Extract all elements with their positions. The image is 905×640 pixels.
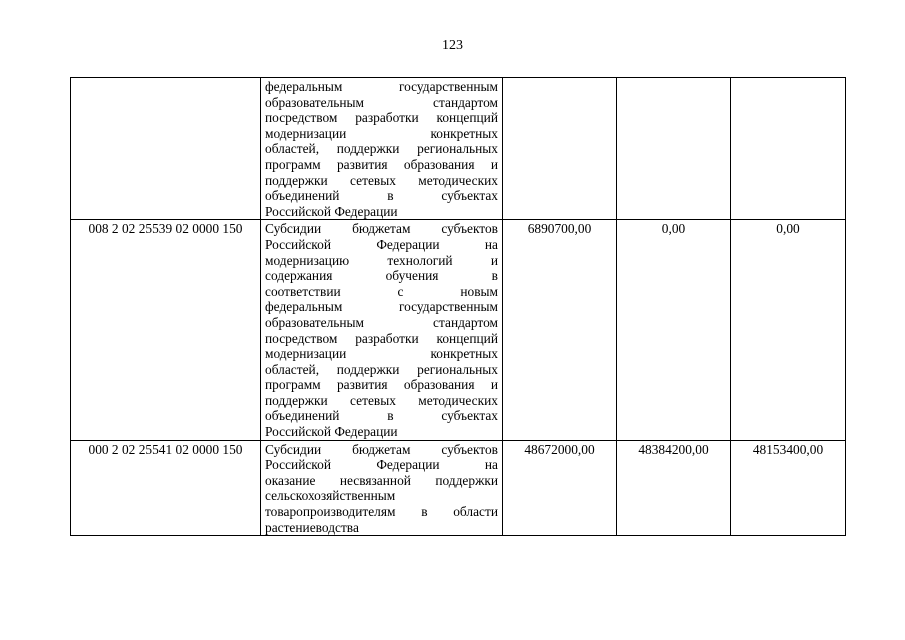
description-line: соответствии с новым [265, 283, 498, 299]
amount-year1-cell: 6890700,00 [503, 220, 617, 440]
description-line: посредством разработки концепций [265, 330, 498, 346]
income-name-cell [261, 78, 503, 220]
description-line: оказание несвязанной поддержки [265, 472, 498, 488]
description-line: областей, поддержки региональных [265, 361, 498, 377]
description-line: образовательным стандартом [265, 314, 498, 330]
amount-year3-cell [731, 78, 846, 220]
table-row [71, 78, 846, 220]
budget-code-cell: 000 2 02 25541 02 0000 150 [71, 440, 261, 536]
description-line: содержания обучения в [265, 268, 498, 284]
description-line: Субсидии бюджетам субъектов [265, 221, 498, 237]
description-line: поддержки сетевых методических [265, 392, 498, 408]
description-line: сельскохозяйственным [265, 488, 396, 504]
amount-year1-cell: 48672000,00 [503, 440, 617, 536]
budget-table [70, 77, 846, 536]
income-name-cell [261, 220, 503, 440]
description-line: растениеводства [265, 519, 359, 535]
description-line: Российской Федерации [265, 424, 398, 440]
description-line: товаропроизводителям в области [265, 504, 498, 520]
description-line: объединений в субъектах [265, 408, 498, 424]
amount-year3-cell: 0,00 [731, 220, 846, 440]
description-line: поддержки сетевых методических [265, 172, 498, 188]
description-line: федеральным государственным [265, 79, 498, 94]
table-row [71, 220, 846, 440]
description-line: образовательным стандартом [265, 94, 498, 110]
description-line: программ развития образования и [265, 377, 498, 393]
page-number: 123 [442, 38, 463, 53]
description-line: объединений в субъектах [265, 188, 498, 204]
amount-year1-cell [503, 78, 617, 220]
budget-code-cell [71, 78, 261, 220]
description-line: модернизации конкретных [265, 346, 498, 362]
description-line: федеральным государственным [265, 299, 498, 315]
description-line: Субсидии бюджетам субъектов [265, 441, 498, 457]
income-name-cell [261, 440, 503, 536]
budget-code-cell: 008 2 02 25539 02 0000 150 [71, 220, 261, 440]
description-line: Российской Федерации на [265, 457, 498, 473]
description-line: Российской Федерации на [265, 236, 498, 252]
description-line: Российской Федерации [265, 203, 398, 219]
amount-year2-cell: 0,00 [617, 220, 731, 440]
amount-year2-cell: 48384200,00 [617, 440, 731, 536]
description-line: модернизации конкретных [265, 125, 498, 141]
description-line: областей, поддержки региональных [265, 141, 498, 157]
description-line: посредством разработки концепций [265, 110, 498, 126]
table-row [71, 440, 846, 536]
description-line: программ развития образования и [265, 156, 498, 172]
amount-year3-cell: 48153400,00 [731, 440, 846, 536]
amount-year2-cell [617, 78, 731, 220]
description-line: модернизацию технологий и [265, 252, 498, 268]
